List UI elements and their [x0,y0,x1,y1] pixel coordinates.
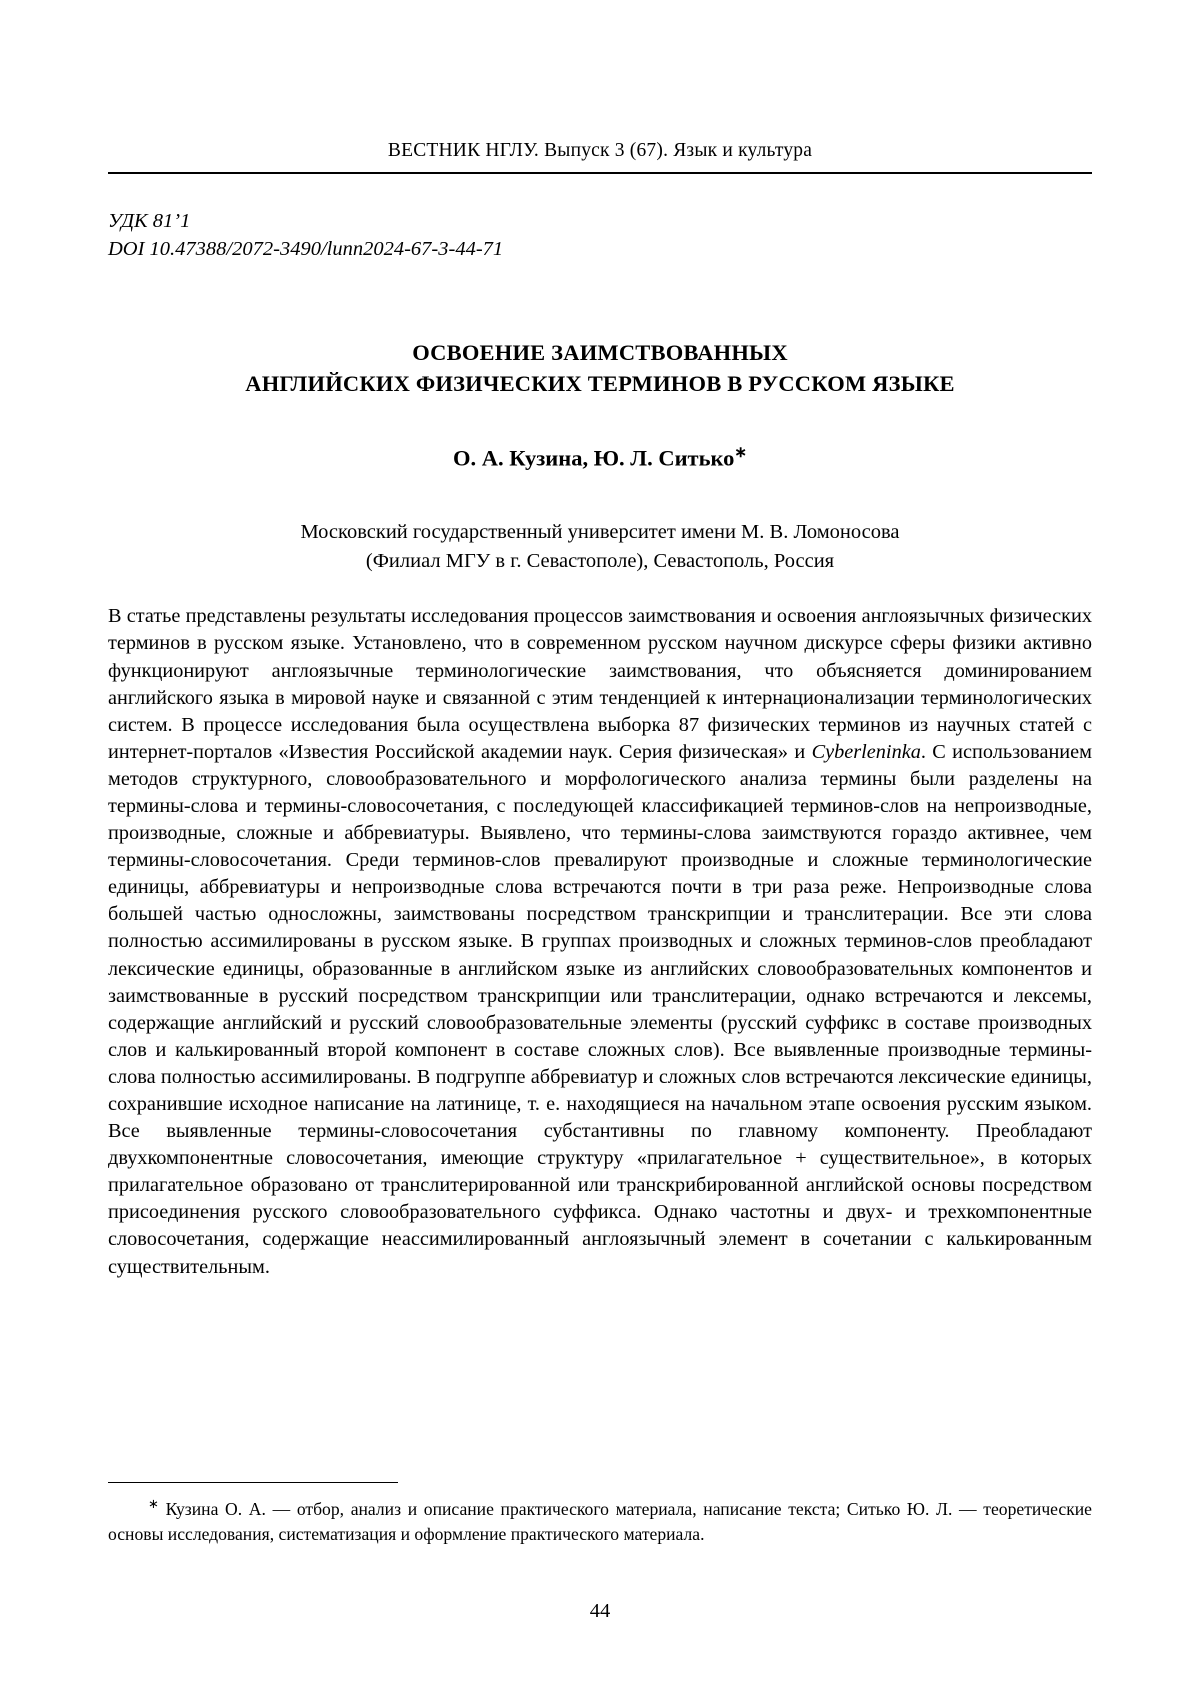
authors [108,443,1092,472]
page-title [108,337,1092,399]
doi-code: DOI 10.47388/2072-3490/lunn2024-67-3-44-71 [108,237,504,260]
footnote-text: Кузина О. А. — отбор, анализ и описание практического материала, написание текста; Ситько Ю. Л. — теоретические основы исследования, систематизация и оформление практического материала. [108,1499,1092,1545]
header-divider [108,172,1092,174]
affiliation [108,518,1092,575]
authors-footnote-mark: ∗ [734,445,747,462]
page-number: 44 [589,1600,611,1622]
footnote-divider [108,1482,398,1483]
footnote [108,1495,1092,1547]
footnote-mark: ∗ [148,1496,159,1512]
affiliation-line-2: (Филиал МГУ в г. Севастополе), Севастополь, Россия [365,549,835,572]
title-line-1: ОСВОЕНИЕ ЗАИМСТВОВАННЫХ [412,340,788,366]
abstract-italic-source: Cyberleninka [811,740,921,763]
abstract-part-2: . С использованием методов структурного, словообразовательного и морфологического анализа термины были разделены на термины-слова и термины-словосочетания, с последующей классификацией терминов-слов на непроизводные, производные, сложные и аббревиатуры. Выявлено, что термины-слова заимствуются гораздо активнее, чем термины-словосочетания. Среди терминов-слов превалируют производные и сложные терминологические единицы, аббревиатуры и непроизводные слова встречаются почти в три раза реже. Непроизводные слова большей частью односложны, заимствованы посредством транскрипции и транслитерации. Все эти слова полностью ассимилированы в русском языке. В группах производных и сложных терминов-слов преобладают лексические единицы, образованные в английском языке из английских словообразовательных компонентов и заимствованные в русский посредством транскрипции или транслитерации, однако встречаются и лексемы, содержащие английский и русский словообразовательные элементы (русский суффикс в составе производных слов и калькированный второй компонент в составе сложных слов). Все выявленные производные термины-слова полностью ассимилированы. В подгруппе аббревиатур и сложных слов встречаются лексические единицы, сохранившие исходное написание на латинице, т. е. находящиеся на начальном этапе освоения русским языком. Все выявленные термины-словосочетания субстантивны по главному компоненту. Преобладают двухкомпонентные словосочетания, имеющие структуру «прилагательное + существительное», в которых прилагательное образовано от транслитерированной или транскрибированной английской основы посредством присоединения русского словообразовательного суффикса. Однако частотны и двух- и трехкомпонентные словосочетания, содержащие неассимилированный англоязычный элемент в сочетании с калькированным существительным. [108,740,1092,1278]
abstract [108,603,1092,1280]
abstract-part-1: В статье представлены результаты исследования процессов заимствования и освоения англоязычных физических терминов в русском языке. Установлено, что в современном русском научном дискурсе сферы физики активно функционируют англоязычные терминологические заимствования, что объясняется доминированием английского языка в мировой науке и связанной с этим тенденцией к интернационализации терминологических систем. В процессе исследования была осуществлена выборка 87 физических терминов из научных статей с интернет-порталов «Известия Российской академии наук. Серия физическая» и [108,605,1092,763]
identifiers-block [108,208,1092,263]
udk-code: УДК 81’1 [108,210,191,232]
affiliation-line-1: Московский государственный университет имени М. В. Ломоносова [300,520,900,543]
running-head: ВЕСТНИК НГЛУ. Выпуск 3 (67). Язык и культура [387,140,813,161]
title-line-2: АНГЛИЙСКИХ ФИЗИЧЕСКИХ ТЕРМИНОВ В РУССКОМ ЯЗЫКЕ [245,371,955,397]
authors-names: О. А. Кузина, Ю. Л. Ситько [453,445,735,471]
footnote-area [108,1482,1092,1547]
